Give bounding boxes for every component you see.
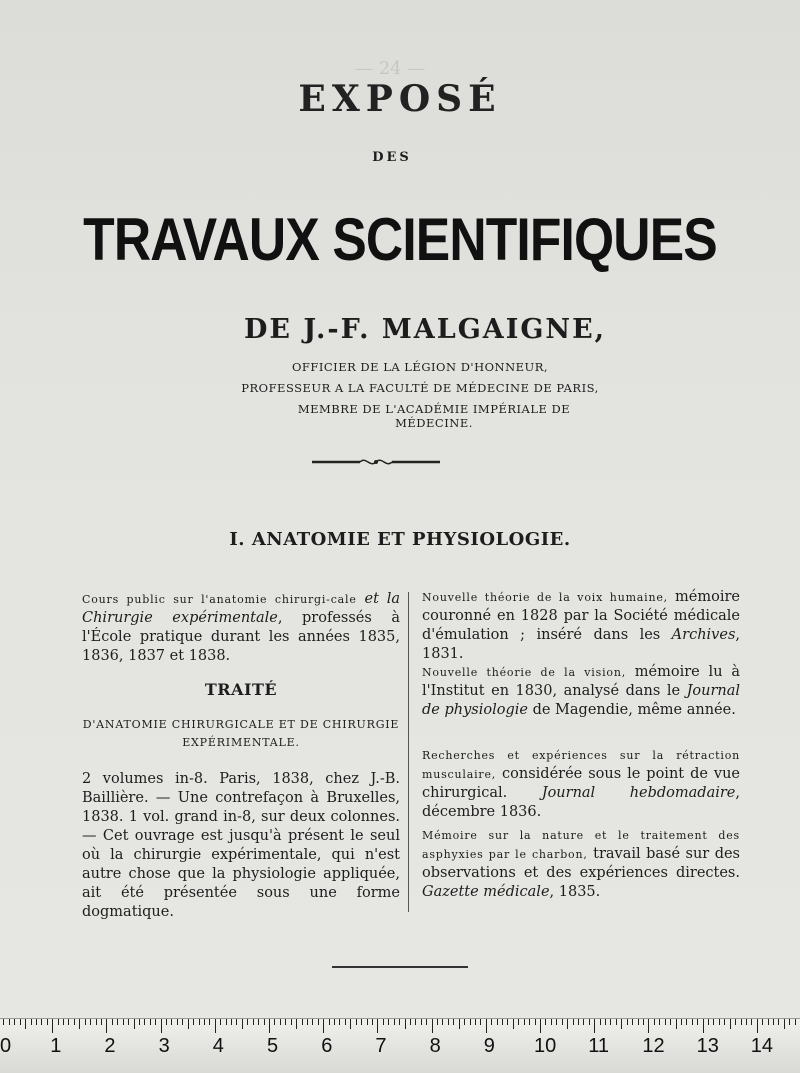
cours-entry — [82, 590, 400, 666]
ruler-tick — [502, 1019, 503, 1025]
ruler-tick — [545, 1019, 546, 1025]
ruler-tick — [654, 1019, 655, 1025]
ruler-tick — [773, 1019, 774, 1025]
ruler-tick — [795, 1019, 796, 1025]
entry-vision-end: de Magendie, même année. — [527, 702, 736, 718]
ruler-tick — [101, 1019, 102, 1025]
ruler-tick — [361, 1019, 362, 1025]
ruler-tick — [453, 1019, 454, 1025]
ruler-tick — [648, 1019, 649, 1033]
ruler-tick — [274, 1019, 275, 1025]
ruler-tick — [724, 1019, 725, 1025]
ruler-tick — [63, 1019, 64, 1025]
ruler-tick — [535, 1019, 536, 1025]
ruler-tick — [339, 1019, 340, 1025]
author-title-1: OFFICIER DE LA LÉGION D'HONNEUR, — [291, 360, 549, 374]
ruler-tick — [41, 1019, 42, 1025]
traite-subtitle: D'ANATOMIE CHIRURGICALE ET DE CHIRURGIE EXPÉRIMENTALE. — [82, 718, 400, 749]
entry-asphyxies-end: , 1835. — [549, 884, 601, 900]
ruler-tick — [90, 1019, 91, 1025]
ruler-tick — [291, 1019, 292, 1025]
ruler-tick — [470, 1019, 471, 1025]
ruler-tick — [730, 1019, 731, 1029]
ruler-tick — [583, 1019, 584, 1025]
ruler-number: 12 — [642, 1035, 665, 1057]
entry-asphyxies-italic: Gazette médicale — [422, 884, 550, 900]
ruler-tick — [676, 1019, 677, 1029]
ruler-tick — [258, 1019, 259, 1025]
ruler-tick — [491, 1019, 492, 1025]
ruler-tick — [681, 1019, 682, 1025]
ruler-tick — [459, 1019, 460, 1029]
ruler-tick — [719, 1019, 720, 1025]
entry-voix-lead: Nouvelle théorie de la voix humaine, — [422, 591, 668, 604]
ruler-tick — [128, 1019, 129, 1025]
ruler-tick — [464, 1019, 465, 1025]
ruler-tick — [621, 1019, 622, 1029]
ruler-tick — [285, 1019, 286, 1025]
ruler-tick — [578, 1019, 579, 1025]
ruler-tick — [209, 1019, 210, 1025]
ruler-tick — [567, 1019, 568, 1029]
ruler-tick — [177, 1019, 178, 1025]
ruler-tick — [638, 1019, 639, 1025]
ruler-tick — [79, 1019, 80, 1029]
ruler-tick — [106, 1019, 107, 1033]
ruler-tick — [312, 1019, 313, 1025]
ruler-tick — [367, 1019, 368, 1025]
ruler-tick — [377, 1019, 378, 1033]
ruler-tick — [253, 1019, 254, 1025]
ruler-number: 10 — [534, 1035, 557, 1057]
ruler-tick — [247, 1019, 248, 1025]
cours-italic: et la Chirurgie expérimentale — [82, 591, 400, 626]
ruler-tick — [513, 1019, 514, 1029]
measuring-ruler — [0, 1018, 800, 1073]
ruler-tick — [20, 1019, 21, 1025]
ruler-tick — [139, 1019, 140, 1025]
ruler-tick — [171, 1019, 172, 1025]
ruler-tick — [242, 1019, 243, 1029]
ruler-number: 0 — [0, 1035, 12, 1057]
ruler-tick — [399, 1019, 400, 1025]
ruler-tick — [448, 1019, 449, 1025]
ruler-tick — [768, 1019, 769, 1025]
ruler-tick — [757, 1019, 758, 1033]
ruler-tick — [415, 1019, 416, 1025]
column-divider — [408, 592, 409, 912]
ruler-tick — [405, 1019, 406, 1029]
ruler-tick — [68, 1019, 69, 1025]
ruler-tick — [226, 1019, 227, 1025]
cours-lead: Cours public sur l'anatomie chirurgi-cale — [82, 593, 357, 606]
entry-retraction-italic: Journal hebdomadaire — [541, 785, 736, 801]
ruler-tick — [670, 1019, 671, 1025]
bleed-through-page-number: — 24 — — [355, 58, 426, 79]
ruler-tick — [573, 1019, 574, 1025]
entry-asphyxies-text: travail basé sur des observations et des expériences directes. — [422, 846, 740, 881]
entry-voix-italic: Archives — [671, 627, 736, 643]
ruler-tick — [735, 1019, 736, 1025]
cours-rest: , professés à l'École pratique durant les années 1835, 1836, 1837 et 1838. — [82, 610, 400, 664]
ruler-tick — [161, 1019, 162, 1033]
ruler-tick — [9, 1019, 10, 1025]
ruler-number: 13 — [696, 1035, 719, 1057]
expose-heading: EXPOSÉ — [298, 78, 502, 120]
entry-retraction — [422, 746, 740, 822]
ruler-number: 2 — [104, 1035, 116, 1057]
ruler-tick — [188, 1019, 189, 1029]
entry-vision-italic: Journal de physiologie — [422, 683, 740, 718]
ruler-tick — [692, 1019, 693, 1025]
ruler-tick — [426, 1019, 427, 1025]
ruler-tick — [47, 1019, 48, 1025]
ruler-tick — [134, 1019, 135, 1029]
ruler-tick — [632, 1019, 633, 1025]
ruler-tick — [562, 1019, 563, 1025]
ruler-tick — [605, 1019, 606, 1025]
ruler-tick — [96, 1019, 97, 1025]
ruler-tick — [350, 1019, 351, 1029]
ruler-number: 4 — [212, 1035, 224, 1057]
entry-voix-end: , 1831. — [422, 627, 740, 662]
ruler-tick — [762, 1019, 763, 1025]
ruler-tick — [589, 1019, 590, 1025]
ruler-tick — [144, 1019, 145, 1025]
author-title-2: PROFESSEUR A LA FACULTÉ DE MÉDECINE DE PARIS, — [241, 381, 599, 395]
ruler-tick — [182, 1019, 183, 1025]
ruler-tick — [372, 1019, 373, 1025]
ruler-tick — [410, 1019, 411, 1025]
ruler-tick — [112, 1019, 113, 1025]
ruler-tick — [713, 1019, 714, 1025]
ruler-tick — [778, 1019, 779, 1025]
ruler-tick — [383, 1019, 384, 1025]
ruler-tick — [518, 1019, 519, 1025]
ruler-number: 9 — [483, 1035, 495, 1057]
entry-vision-text: mémoire lu à l'Institut en 1830, analysé dans le — [422, 664, 740, 699]
ruler-tick — [356, 1019, 357, 1025]
ruler-tick — [215, 1019, 216, 1033]
ruler-number: 11 — [588, 1035, 609, 1057]
ruler-tick — [507, 1019, 508, 1025]
ruler-tick — [703, 1019, 704, 1033]
ruler-tick — [784, 1019, 785, 1029]
ruler-tick — [686, 1019, 687, 1025]
ruler-tick — [236, 1019, 237, 1025]
ruler-tick — [323, 1019, 324, 1033]
ruler-tick — [616, 1019, 617, 1025]
closing-rule — [332, 966, 468, 968]
ruler-tick — [334, 1019, 335, 1025]
ruler-tick — [74, 1019, 75, 1025]
ruler-tick — [475, 1019, 476, 1025]
ruler-number: 5 — [267, 1035, 279, 1057]
ruler-tick — [269, 1019, 270, 1033]
ruler-tick — [296, 1019, 297, 1029]
author-title-3: MEMBRE DE L'ACADÉMIE IMPÉRIALE DE MÉDECINE. — [297, 402, 571, 430]
ruler-tick — [199, 1019, 200, 1025]
ruler-number: 14 — [750, 1035, 774, 1057]
ruler-tick — [36, 1019, 37, 1025]
ruler-tick — [193, 1019, 194, 1025]
ruler-tick — [394, 1019, 395, 1025]
ruler-number: 1 — [50, 1035, 62, 1057]
ruler-tick — [627, 1019, 628, 1025]
ruler-tick — [741, 1019, 742, 1025]
ruler-tick — [123, 1019, 124, 1025]
ruler-tick — [231, 1019, 232, 1025]
ruler-tick — [708, 1019, 709, 1025]
ruler-tick — [264, 1019, 265, 1025]
ruler-tick — [85, 1019, 86, 1025]
ruler-tick — [659, 1019, 660, 1025]
ruler-tick — [155, 1019, 156, 1025]
ruler-tick — [529, 1019, 530, 1025]
entry-voix — [422, 588, 740, 664]
ruler-tick — [280, 1019, 281, 1025]
ruler-tick — [421, 1019, 422, 1025]
ruler-tick — [204, 1019, 205, 1025]
ruler-tick — [388, 1019, 389, 1025]
ruler-tick — [486, 1019, 487, 1033]
ruler-tick — [345, 1019, 346, 1025]
ruler-tick — [302, 1019, 303, 1025]
entry-asphyxies — [422, 826, 740, 902]
ruler-tick — [497, 1019, 498, 1025]
ruler-tick — [524, 1019, 525, 1025]
ruler-tick — [117, 1019, 118, 1025]
section-heading: I. ANATOMIE ET PHYSIOLOGIE. — [229, 529, 571, 550]
ruler-tick — [3, 1019, 4, 1025]
ruler-tick — [480, 1019, 481, 1025]
ruler-tick — [594, 1019, 595, 1033]
ruler-tick — [751, 1019, 752, 1025]
entry-retraction-end: , décembre 1836. — [422, 785, 740, 820]
ruler-tick — [52, 1019, 53, 1033]
ruler-tick — [318, 1019, 319, 1025]
entry-asphyxies-lead: Mémoire sur la nature et le traitement des asphyxies par le charbon, — [422, 829, 740, 861]
ruler-tick — [329, 1019, 330, 1025]
des-heading: DES — [372, 150, 412, 165]
entry-voix-text: mémoire couronné en 1828 par la Société médicale d'émulation ; inséré dans les — [422, 589, 740, 643]
ruler-tick — [540, 1019, 541, 1033]
ruler-tick — [442, 1019, 443, 1025]
ruler-tick — [14, 1019, 15, 1025]
ruler-tick — [556, 1019, 557, 1025]
entry-vision-lead: Nouvelle théorie de la vision, — [422, 666, 626, 679]
ruler-tick — [432, 1019, 433, 1033]
ruler-tick — [600, 1019, 601, 1025]
ruler-tick — [220, 1019, 221, 1025]
ruler-tick — [665, 1019, 666, 1025]
ruler-tick — [697, 1019, 698, 1025]
ruler-number: 3 — [158, 1035, 170, 1057]
ruler-tick — [789, 1019, 790, 1025]
ruler-tick — [166, 1019, 167, 1025]
ruler-tick — [551, 1019, 552, 1025]
ornament-rule — [312, 456, 440, 468]
ruler-tick — [307, 1019, 308, 1025]
entry-retraction-text: considérée sous le point de vue chirurgical. — [422, 766, 740, 801]
ruler-tick — [643, 1019, 644, 1025]
ruler-tick — [746, 1019, 747, 1025]
ruler-tick — [31, 1019, 32, 1025]
ruler-tick — [610, 1019, 611, 1025]
ruler-tick — [150, 1019, 151, 1025]
author-line: DE J.-F. MALGAIGNE, — [243, 314, 607, 345]
entry-vision — [422, 663, 740, 720]
ruler-tick — [25, 1019, 26, 1029]
ruler-number: 7 — [375, 1035, 387, 1057]
entry-retraction-lead: Recherches et expériences sur la rétraction musculaire, — [422, 749, 740, 781]
ruler-tick — [58, 1019, 59, 1025]
ruler-tick — [437, 1019, 438, 1025]
ruler-number: 6 — [321, 1035, 333, 1057]
traite-title: TRAITÉ — [204, 680, 278, 699]
traite-body: 2 volumes in-8. Paris, 1838, chez J.-B. Baillière. — Une contrefaçon à Bruxelles, 1838. 1 vol. grand in-8, sur deux colonnes. — Cet ouvrage est jusqu'à présent le seul où la chirurgie expérimentale, qui n'est autre chose que la physiologie appliquée, ait été présentée sous une forme dogmatique. — [82, 771, 400, 920]
ruler-number: 8 — [429, 1035, 441, 1057]
main-title: TRAVAUX SCIENTIFIQUES — [83, 206, 717, 273]
